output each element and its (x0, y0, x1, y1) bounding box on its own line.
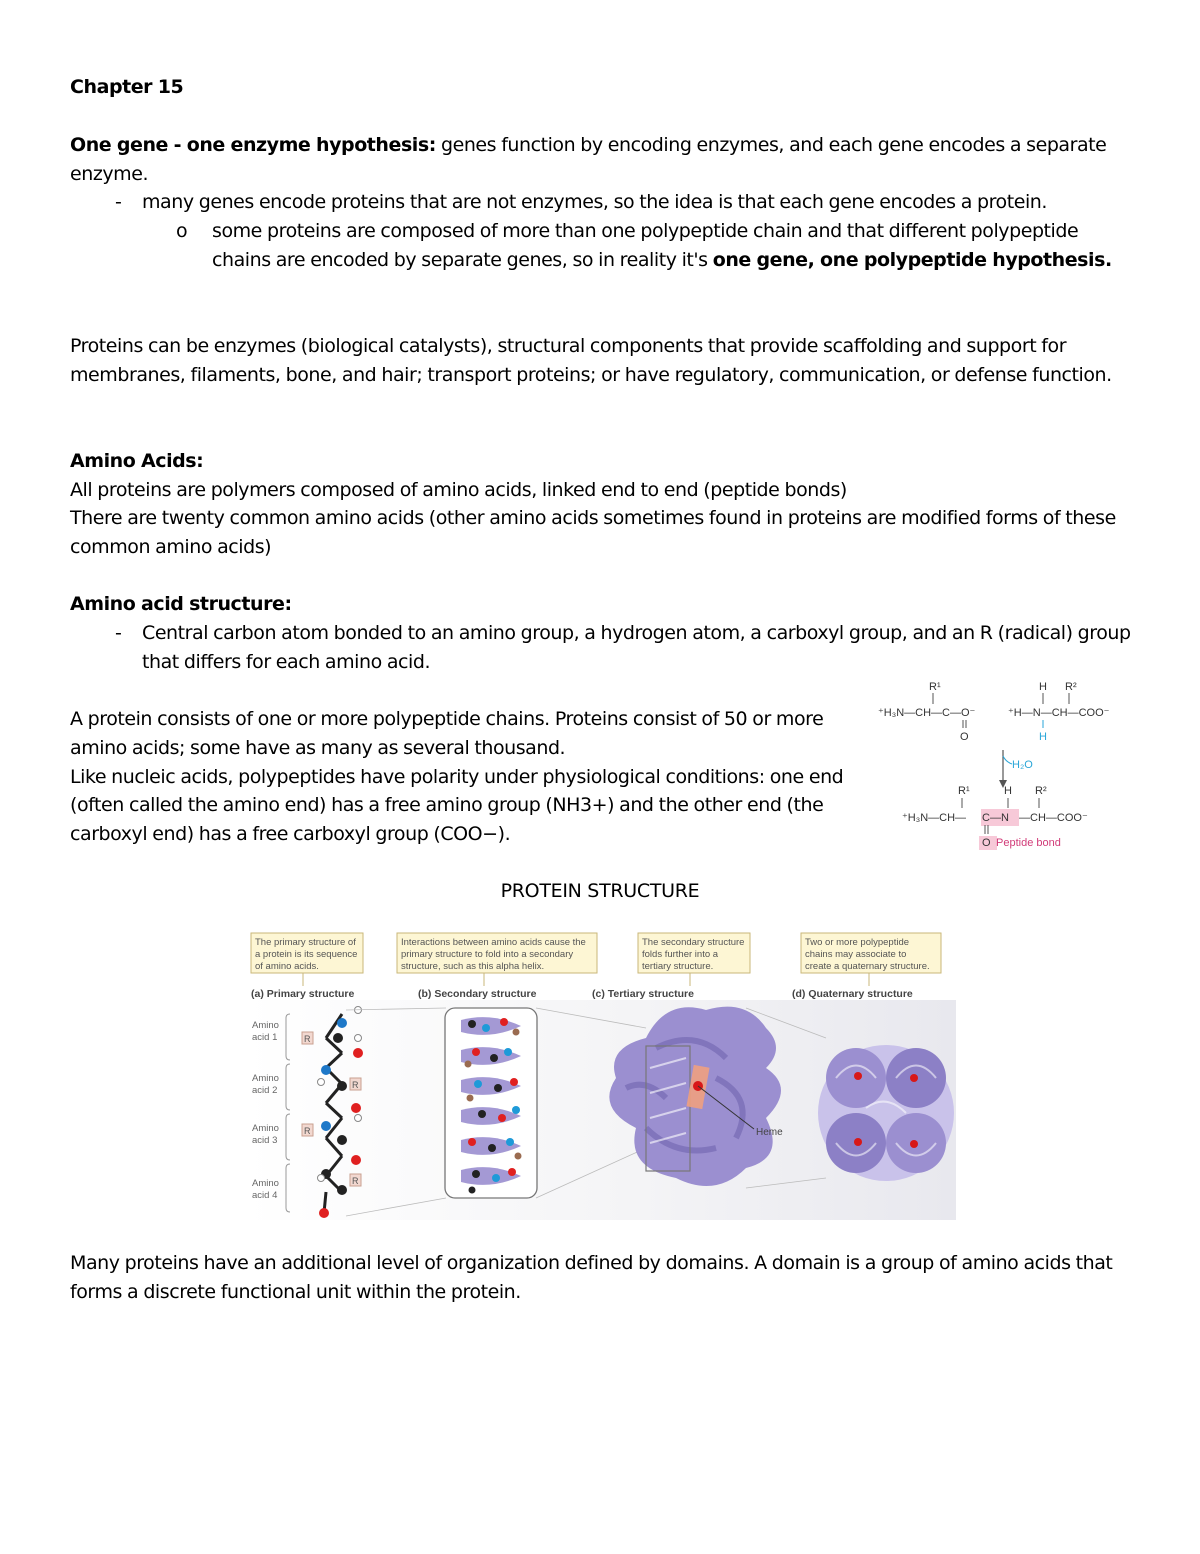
svg-text:Amino: Amino (252, 1020, 279, 1031)
heme-label: Heme (756, 1127, 783, 1138)
r2-label-product: R² (1035, 785, 1047, 797)
svg-text:Two or more polypeptide: Two or more polypeptide (805, 937, 910, 948)
svg-text:acid 2: acid 2 (252, 1085, 278, 1096)
r-group-4: R (352, 1176, 359, 1186)
bullet-marker: - (115, 191, 122, 213)
r1-label-product: R¹ (958, 785, 970, 797)
r-group-1: R (304, 1034, 311, 1044)
structure-bullet: Central carbon atom bonded to an amino group, a hydrogen atom, a carboxyl group, and an R (radical) group that differs for each amino acid. (142, 622, 1131, 673)
product-left: ⁺H₃N—CH— (902, 812, 967, 824)
svg-text:folds further into a: folds further into a (642, 949, 719, 960)
h-label-bottom: H (1039, 731, 1047, 743)
sub-bullet-marker: o (176, 220, 188, 242)
product-right: —CH—COO⁻ (1019, 812, 1088, 824)
protein-structure-figure (246, 928, 956, 1220)
h-label-product: H (1004, 785, 1012, 797)
svg-text:primary structure to fold into: primary structure to fold into a secondary (401, 949, 574, 960)
polypeptide-paragraph (70, 705, 860, 849)
svg-text:The primary structure of: The primary structure of (255, 937, 356, 948)
panel-label-secondary: (b) Secondary structure (418, 988, 537, 1000)
polypeptide-line-1: A protein consists of one or more polypeptide chains. Proteins consist of 50 or more amino acids; some have as many as several thousand. (70, 708, 824, 759)
svg-text:create a quaternary structure.: create a quaternary structure. (805, 961, 930, 972)
panel-label-quaternary: (d) Quaternary structure (792, 988, 913, 1000)
peptide-bond-label: Peptide bond (996, 837, 1061, 849)
svg-text:structure, such as this alpha: structure, such as this alpha helix. (401, 961, 545, 972)
o-label-1: O (960, 731, 969, 743)
amino-acid-2-formula: ⁺H—N—CH—COO⁻ (1008, 707, 1110, 719)
structure-bullet-marker: - (115, 622, 122, 644)
o-label-product: O (982, 837, 991, 849)
protein-structure-title: PROTEIN STRUCTURE (500, 880, 700, 902)
hypothesis-sub-bullet: some proteins are composed of more than one polypeptide chain and that different polypeptide chains are encoded by separate genes, so in reality it's one gene, one polypeptide hypothesis. (212, 220, 1112, 271)
hypothesis-bullet: many genes encode proteins that are not enzymes, so the idea is that each gene encodes a protein. (142, 191, 1047, 213)
svg-text:tertiary structure.: tertiary structure. (642, 961, 714, 972)
amino-acids-line-1: All proteins are polymers composed of amino acids, linked end to end (peptide bonds) (70, 479, 847, 501)
water-label: H₂O (1012, 759, 1033, 771)
svg-text:acid 4: acid 4 (252, 1190, 278, 1201)
h-label-top: H (1039, 681, 1047, 693)
r1-label: R¹ (929, 681, 941, 693)
svg-text:Amino: Amino (252, 1178, 279, 1189)
svg-text:Amino: Amino (252, 1073, 279, 1084)
hypothesis-definition: genes function by encoding enzymes, and each gene encodes a separate enzyme. (70, 134, 1107, 185)
svg-text:The secondary structure: The secondary structure (642, 937, 745, 948)
svg-text:acid 1: acid 1 (252, 1032, 278, 1043)
svg-text:acid 3: acid 3 (252, 1135, 278, 1146)
svg-text:Interactions between amino aci: Interactions between amino acids cause the (401, 937, 586, 948)
amino-acids-heading: Amino Acids: (70, 450, 204, 472)
structure-heading: Amino acid structure: (70, 593, 292, 615)
r-group-3: R (304, 1126, 311, 1136)
svg-text:a protein is its sequence: a protein is its sequence (255, 949, 358, 960)
polypeptide-line-2: Like nucleic acids, polypeptides have polarity under physiological conditions: one end (often called the amino end) has a free amino group (NH3+) and the other end (the carboxyl end) has a free carboxyl group (COO−). (70, 765, 844, 846)
amino-acid-1-formula: ⁺H₃N—CH—C—O⁻ (878, 707, 976, 719)
chapter-title: Chapter 15 (70, 76, 184, 98)
peptide-bond-figure (872, 676, 1137, 852)
svg-text:of amino acids.: of amino acids. (255, 961, 319, 972)
svg-text:chains may associate to: chains may associate to (805, 949, 907, 960)
proteins-paragraph: Proteins can be enzymes (biological catalysts), structural components that provide scaffolding and support for membranes, filaments, bone, and hair; transport proteins; or have regulatory, communication, or defense function. (70, 335, 1112, 386)
amino-acids-line-2: There are twenty common amino acids (other amino acids sometimes found in proteins are modified forms of these common amino acids) (70, 507, 1116, 558)
r2-label-top: R² (1065, 681, 1077, 693)
product-bond: C—N (982, 812, 1009, 824)
hypothesis-paragraph (70, 131, 1130, 189)
panel-label-primary: (a) Primary structure (251, 988, 355, 1000)
domains-paragraph: Many proteins have an additional level of organization defined by domains. A domain is a group of amino acids that forms a discrete functional unit within the protein. (70, 1252, 1113, 1303)
panel-label-tertiary: (c) Tertiary structure (592, 988, 694, 1000)
svg-text:Amino: Amino (252, 1123, 279, 1134)
r-group-2: R (352, 1080, 359, 1090)
hypothesis-term: One gene - one enzyme hypothesis: (70, 134, 436, 156)
